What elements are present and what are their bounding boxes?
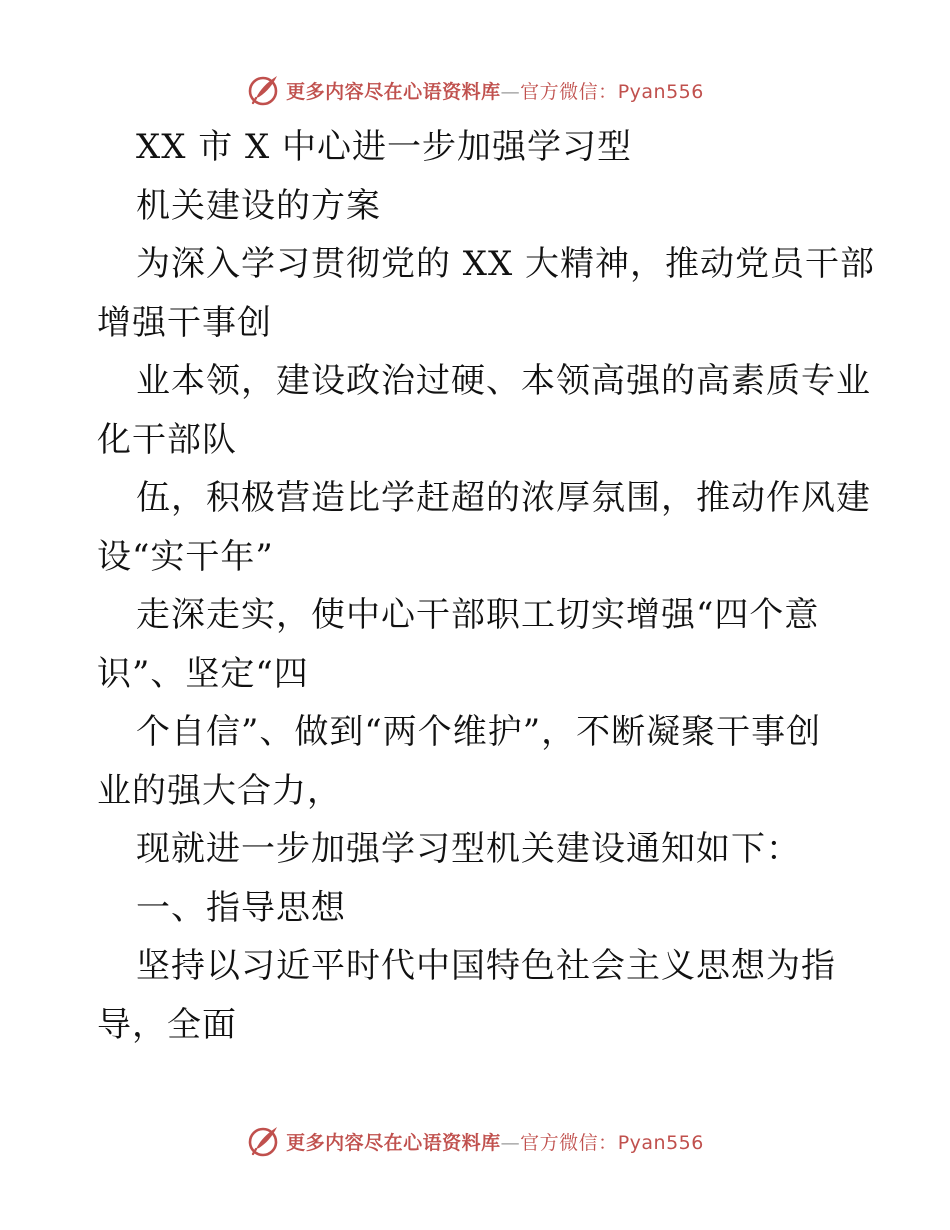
feather-pen-logo-icon: [246, 1123, 282, 1159]
document-body: [97, 118, 876, 1054]
watermark-suffix: 官方微信：: [520, 1131, 618, 1154]
doc-line: 坚持以习近平时代中国特色社会主义思想为指: [136, 946, 836, 986]
doc-title-line-1: XX 市 X 中心进一步加强学习型: [136, 127, 633, 167]
footer-watermark: [0, 1121, 950, 1161]
doc-line: 设“实干年”: [97, 536, 274, 577]
doc-line: 化干部队: [97, 419, 237, 460]
watermark-prefix: 更多内容尽在心语资料库: [286, 80, 501, 103]
doc-line: 现就进一步加强学习型机关建设通知如下：: [136, 829, 801, 869]
doc-line: 伍，积极营造比学赶超的浓厚氛围，推动作风建: [136, 478, 871, 518]
watermark-text: [286, 77, 704, 104]
watermark-separator: —: [500, 80, 521, 103]
doc-title-line-2: 机关建设的方案: [136, 185, 381, 226]
doc-line: 识”、坚定“四: [97, 653, 309, 694]
header-watermark: [0, 70, 950, 110]
doc-line: 为深入学习贯彻党的 XX 大精神，推动党员干部: [136, 244, 876, 284]
doc-line: 导，全面: [97, 1004, 237, 1045]
doc-line: 个自信”、做到“两个维护”，不断凝聚干事创: [136, 712, 822, 752]
watermark-suffix: 官方微信：: [520, 80, 618, 103]
feather-pen-logo-icon: [246, 72, 282, 108]
doc-line: 增强干事创: [97, 302, 272, 343]
watermark-text: [286, 1128, 704, 1155]
watermark-separator: —: [500, 1131, 521, 1154]
watermark-wechat-id: Pyan556: [617, 80, 704, 103]
watermark-prefix: 更多内容尽在心语资料库: [286, 1131, 501, 1154]
doc-line: 业的强大合力，: [97, 770, 342, 811]
section-heading: 一、指导思想: [136, 887, 346, 928]
doc-line: 业本领，建设政治过硬、本领高强的高素质专业: [136, 361, 871, 401]
doc-line: 走深走实，使中心干部职工切实增强“四个意: [136, 595, 820, 635]
watermark-wechat-id: Pyan556: [617, 1131, 704, 1154]
